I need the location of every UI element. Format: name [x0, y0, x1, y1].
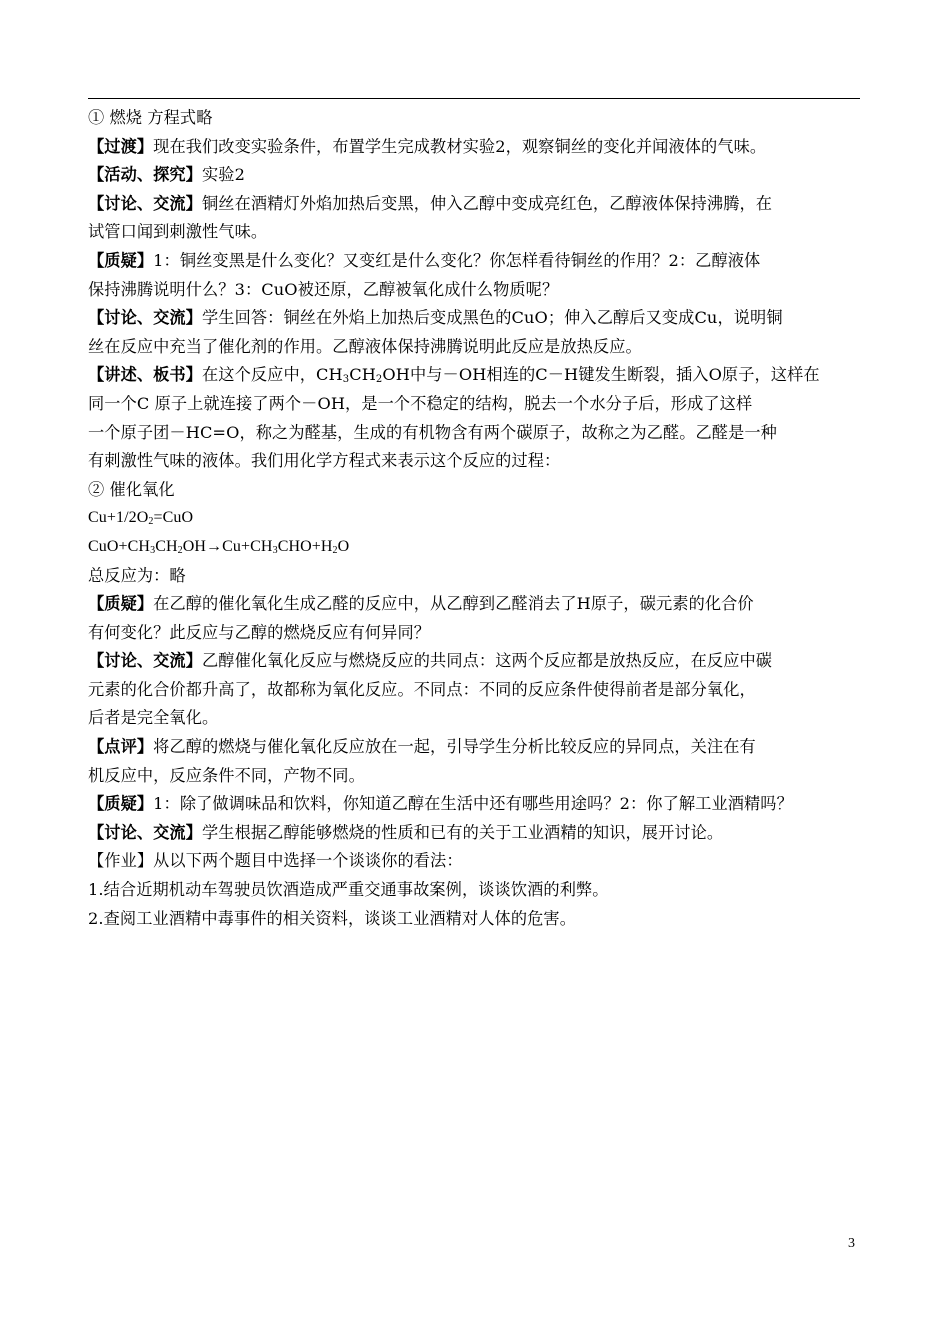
- text-run: Cu+1/2O: [88, 509, 149, 527]
- text-run: 试管口闻到刺激性气味。: [88, 222, 268, 242]
- text-run: =CuO: [153, 509, 194, 527]
- section-label: 【点评】: [88, 737, 154, 757]
- text-run: 后者是完全氧化。: [88, 708, 219, 728]
- subscript: 2: [332, 544, 338, 556]
- subscript: 2: [177, 544, 183, 556]
- text-line: [88, 647, 866, 676]
- section-label: 【质疑】: [88, 594, 154, 614]
- text-run: 有何变化？此反应与乙醇的燃烧反应有何异同？: [88, 622, 431, 642]
- text-line: [88, 619, 866, 648]
- section-label: 【讨论、交流】: [88, 651, 203, 671]
- text-line: [88, 676, 866, 705]
- text-line: [88, 419, 866, 448]
- text-run: 现在我们改变实验条件，布置学生完成教材实验2，观察铜丝的变化并闻液体的气味。: [153, 136, 767, 156]
- text-run: CH: [349, 365, 376, 385]
- text-line: [88, 876, 866, 905]
- text-run: 在这个反应中，CH: [202, 365, 343, 385]
- subscript: 3: [272, 544, 278, 556]
- text-line: [88, 218, 866, 247]
- section-label: 【质疑】: [88, 250, 154, 270]
- text-line: [88, 562, 866, 591]
- text-run: 实验2: [202, 165, 245, 185]
- text-line: [88, 247, 866, 276]
- subscript: 3: [342, 374, 350, 386]
- text-line: [88, 590, 866, 619]
- text-line: [88, 361, 866, 390]
- text-run: O: [337, 537, 350, 555]
- document-body: [88, 104, 866, 933]
- text-run: 【作业】从以下两个题目中选择一个谈谈你的看法：: [88, 851, 463, 871]
- subscript: 3: [150, 544, 156, 556]
- page-number: 3: [848, 1236, 855, 1251]
- text-run: OH→Cu+CH: [182, 537, 273, 555]
- text-run: 元素的化合价都升高了，故都称为氧化反应。不同点：不同的反应条件使得前者是部分氧化，: [88, 679, 756, 699]
- header-rule: [88, 98, 860, 99]
- section-label: 【讨论、交流】: [88, 822, 203, 842]
- text-run: 同一个C 原子上就连接了两个－OH，是一个不稳定的结构，脱去一个水分子后，形成了这样: [88, 393, 753, 413]
- text-line: [88, 104, 866, 133]
- text-run: 机反应中，反应条件不同，产物不同。: [88, 765, 365, 785]
- text-run: 保持沸腾说明什么？3：CuO被还原，乙醇被氧化成什么物质呢？: [88, 279, 559, 299]
- text-run: ① 燃烧 方程式略: [88, 108, 213, 127]
- text-line: [88, 733, 866, 762]
- text-line: [88, 819, 866, 848]
- text-line: [88, 704, 866, 733]
- text-line: [88, 447, 866, 476]
- text-line: [88, 790, 866, 819]
- text-line: [88, 304, 866, 333]
- text-line: [88, 333, 866, 362]
- equation-line: [88, 504, 866, 533]
- text-run: 1：除了做调味品和饮料，你知道乙醇在生活中还有哪些用途吗？2：你了解工业酒精吗？: [153, 794, 793, 814]
- text-run: 1：铜丝变黑是什么变化？又变红是什么变化？你怎样看待铜丝的作用？2：乙醇液体: [153, 250, 761, 270]
- section-label: 【活动、探究】: [88, 165, 203, 185]
- section-label: 【质疑】: [88, 794, 154, 814]
- text-run: 丝在反应中充当了催化剂的作用。乙醇液体保持沸腾说明此反应是放热反应。: [88, 336, 642, 356]
- equation-line: [88, 533, 866, 562]
- text-run: 学生回答：铜丝在外焰上加热后变成黑色的CuO；伸入乙醇后又变成Cu，说明铜: [202, 308, 783, 328]
- text-run: 总反应为：略: [88, 565, 186, 585]
- text-run: ② 催化氧化: [88, 479, 175, 499]
- text-line: [88, 190, 866, 219]
- text-run: 一个原子团－HC=O，称之为醛基，生成的有机物含有两个碳原子，故称之为乙醛。乙醛是一种: [88, 422, 777, 442]
- text-line: [88, 762, 866, 791]
- subscript: 2: [148, 516, 154, 528]
- section-label: 【过渡】: [88, 136, 154, 156]
- text-line: [88, 276, 866, 305]
- section-label: 【讨论、交流】: [88, 308, 203, 328]
- text-line: [88, 390, 866, 419]
- text-run: 1.结合近期机动车驾驶员饮酒造成严重交通事故案例，谈谈饮酒的利弊。: [88, 880, 609, 900]
- text-line: [88, 476, 866, 505]
- text-line: [88, 161, 866, 190]
- text-run: 乙醇催化氧化反应与燃烧反应的共同点：这两个反应都是放热反应，在反应中碳: [202, 651, 773, 671]
- text-run: 有刺激性气味的液体。我们用化学方程式来表示这个反应的过程：: [88, 451, 561, 471]
- text-run: CuO+CH: [88, 537, 151, 555]
- text-run: CHO+H: [277, 537, 333, 555]
- text-line: [88, 905, 866, 934]
- text-line: [88, 847, 866, 876]
- text-run: 学生根据乙醇能够燃烧的性质和已有的关于工业酒精的知识，展开讨论。: [202, 822, 724, 842]
- section-label: 【讨论、交流】: [88, 193, 203, 213]
- subscript: 2: [375, 374, 383, 386]
- text-run: 在乙醇的催化氧化生成乙醛的反应中，从乙醇到乙醛消去了H原子，碳元素的化合价: [153, 594, 754, 614]
- text-run: 铜丝在酒精灯外焰加热后变黑，伸入乙醇中变成亮红色，乙醇液体保持沸腾，在: [202, 193, 773, 213]
- text-run: OH中与－OH相连的C－H键发生断裂，插入O原子，这样在: [382, 365, 820, 385]
- text-run: 2.查阅工业酒精中毒事件的相关资料，谈谈工业酒精对人体的危害。: [88, 908, 576, 928]
- text-line: [88, 133, 866, 162]
- text-run: 将乙醇的燃烧与催化氧化反应放在一起，引导学生分析比较反应的异同点，关注在有: [153, 737, 756, 757]
- section-label: 【讲述、板书】: [88, 365, 203, 385]
- text-run: CH: [155, 537, 178, 555]
